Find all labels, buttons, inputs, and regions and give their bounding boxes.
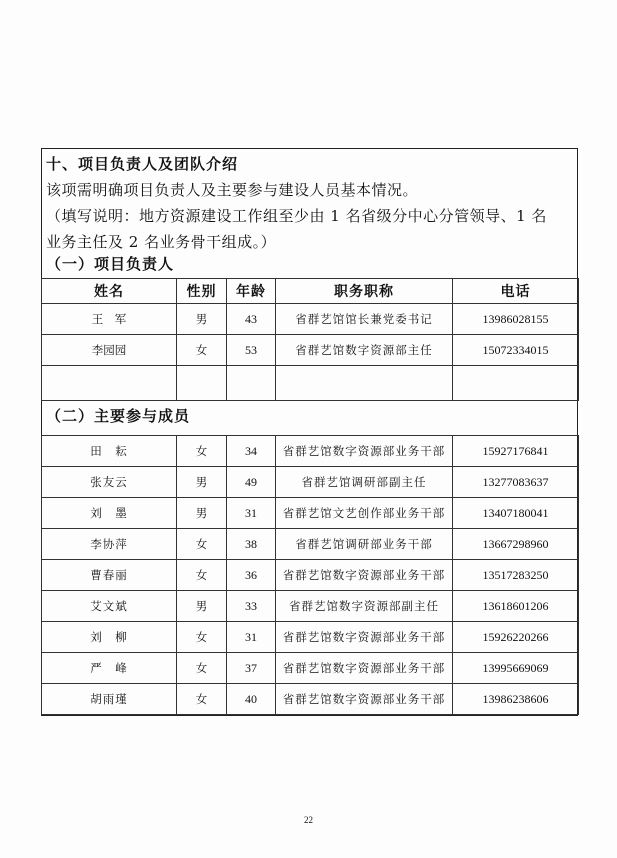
cell-gender: 女 xyxy=(177,622,227,653)
cell-age: 43 xyxy=(227,304,276,335)
cell-phone: 13517283250 xyxy=(453,560,579,591)
members-section-title: （二）主要参与成员 xyxy=(46,407,191,425)
cell-name: 李协萍 xyxy=(42,529,177,560)
fill-note-line-1: （填写说明：地方资源建设工作组至少由 1 名省级分中心分管领导、1 名 xyxy=(46,207,547,225)
cell-title: 省群艺馆数字资源部业务干部 xyxy=(276,622,453,653)
cell-gender: 女 xyxy=(177,684,227,715)
cell-gender: 女 xyxy=(177,436,227,467)
table-row xyxy=(42,335,579,366)
cell-gender: 男 xyxy=(177,591,227,622)
cell-name: 刘 墨 xyxy=(42,498,177,529)
table-row xyxy=(42,498,579,529)
cell-phone: 13407180041 xyxy=(453,498,579,529)
cell-name: 刘 柳 xyxy=(42,622,177,653)
cell-age: 33 xyxy=(227,591,276,622)
cell-phone xyxy=(453,366,579,401)
cell-gender: 女 xyxy=(177,529,227,560)
cell-phone: 13667298960 xyxy=(453,529,579,560)
cell-phone: 13995669069 xyxy=(453,653,579,684)
cell-title: 省群艺馆数字资源部业务干部 xyxy=(276,684,453,715)
cell-title xyxy=(276,366,453,401)
cell-name: 田 耘 xyxy=(42,436,177,467)
table-row xyxy=(42,622,579,653)
cell-name xyxy=(42,366,177,401)
page-number: 22 xyxy=(304,815,313,825)
table-row-empty xyxy=(42,366,579,401)
cell-name: 艾文斌 xyxy=(42,591,177,622)
leaders-section-title: （一）项目负责人 xyxy=(46,255,175,273)
cell-phone: 15072334015 xyxy=(453,335,579,366)
cell-phone: 15927176841 xyxy=(453,436,579,467)
cell-title: 省群艺馆数字资源部业务干部 xyxy=(276,436,453,467)
table-row xyxy=(42,591,579,622)
cell-phone: 13618601206 xyxy=(453,591,579,622)
members-table xyxy=(41,435,579,715)
cell-age xyxy=(227,366,276,401)
header-age: 年龄 xyxy=(227,279,276,304)
header-title: 职务职称 xyxy=(276,279,453,304)
cell-age: 37 xyxy=(227,653,276,684)
table-row xyxy=(42,436,579,467)
cell-title: 省群艺馆调研部业务干部 xyxy=(276,529,453,560)
cell-phone: 13986238606 xyxy=(453,684,579,715)
cell-name: 王 军 xyxy=(42,304,177,335)
cell-age: 49 xyxy=(227,467,276,498)
table-row xyxy=(42,684,579,715)
cell-gender xyxy=(177,366,227,401)
cell-gender: 男 xyxy=(177,467,227,498)
cell-age: 53 xyxy=(227,335,276,366)
table-row xyxy=(42,653,579,684)
cell-gender: 女 xyxy=(177,560,227,591)
cell-title: 省群艺馆调研部副主任 xyxy=(276,467,453,498)
section-heading: 十、项目负责人及团队介绍 xyxy=(46,155,239,173)
cell-age: 36 xyxy=(227,560,276,591)
cell-title: 省群艺馆文艺创作部业务干部 xyxy=(276,498,453,529)
cell-phone: 13277083637 xyxy=(453,467,579,498)
cell-age: 31 xyxy=(227,498,276,529)
cell-gender: 女 xyxy=(177,335,227,366)
cell-title: 省群艺馆数字资源部副主任 xyxy=(276,591,453,622)
cell-age: 40 xyxy=(227,684,276,715)
intro-block xyxy=(46,151,576,255)
section-description: 该项需明确项目负责人及主要参与建设人员基本情况。 xyxy=(46,181,419,199)
table-row xyxy=(42,467,579,498)
cell-phone: 15926220266 xyxy=(453,622,579,653)
header-phone: 电话 xyxy=(453,279,579,304)
cell-gender: 男 xyxy=(177,498,227,529)
cell-title: 省群艺馆数字资源部业务干部 xyxy=(276,653,453,684)
fill-note-line-2: 业务主任及 2 名业务骨干组成。） xyxy=(46,233,277,251)
cell-name: 胡雨瑾 xyxy=(42,684,177,715)
header-name: 姓名 xyxy=(42,279,177,304)
cell-name: 张友云 xyxy=(42,467,177,498)
cell-title: 省群艺馆数字资源部业务干部 xyxy=(276,560,453,591)
table-row xyxy=(42,529,579,560)
cell-title: 省群艺馆数字资源部主任 xyxy=(276,335,453,366)
table-row xyxy=(42,304,579,335)
cell-name: 李园园 xyxy=(42,335,177,366)
cell-age: 31 xyxy=(227,622,276,653)
cell-gender: 女 xyxy=(177,653,227,684)
cell-title: 省群艺馆馆长兼党委书记 xyxy=(276,304,453,335)
leaders-header-row xyxy=(42,279,579,304)
cell-age: 38 xyxy=(227,529,276,560)
cell-gender: 男 xyxy=(177,304,227,335)
cell-phone: 13986028155 xyxy=(453,304,579,335)
header-gender: 性别 xyxy=(177,279,227,304)
cell-age: 34 xyxy=(227,436,276,467)
content-frame xyxy=(41,148,578,716)
cell-name: 严 峰 xyxy=(42,653,177,684)
table-row xyxy=(42,560,579,591)
cell-name: 曹春丽 xyxy=(42,560,177,591)
leaders-table xyxy=(41,278,579,401)
